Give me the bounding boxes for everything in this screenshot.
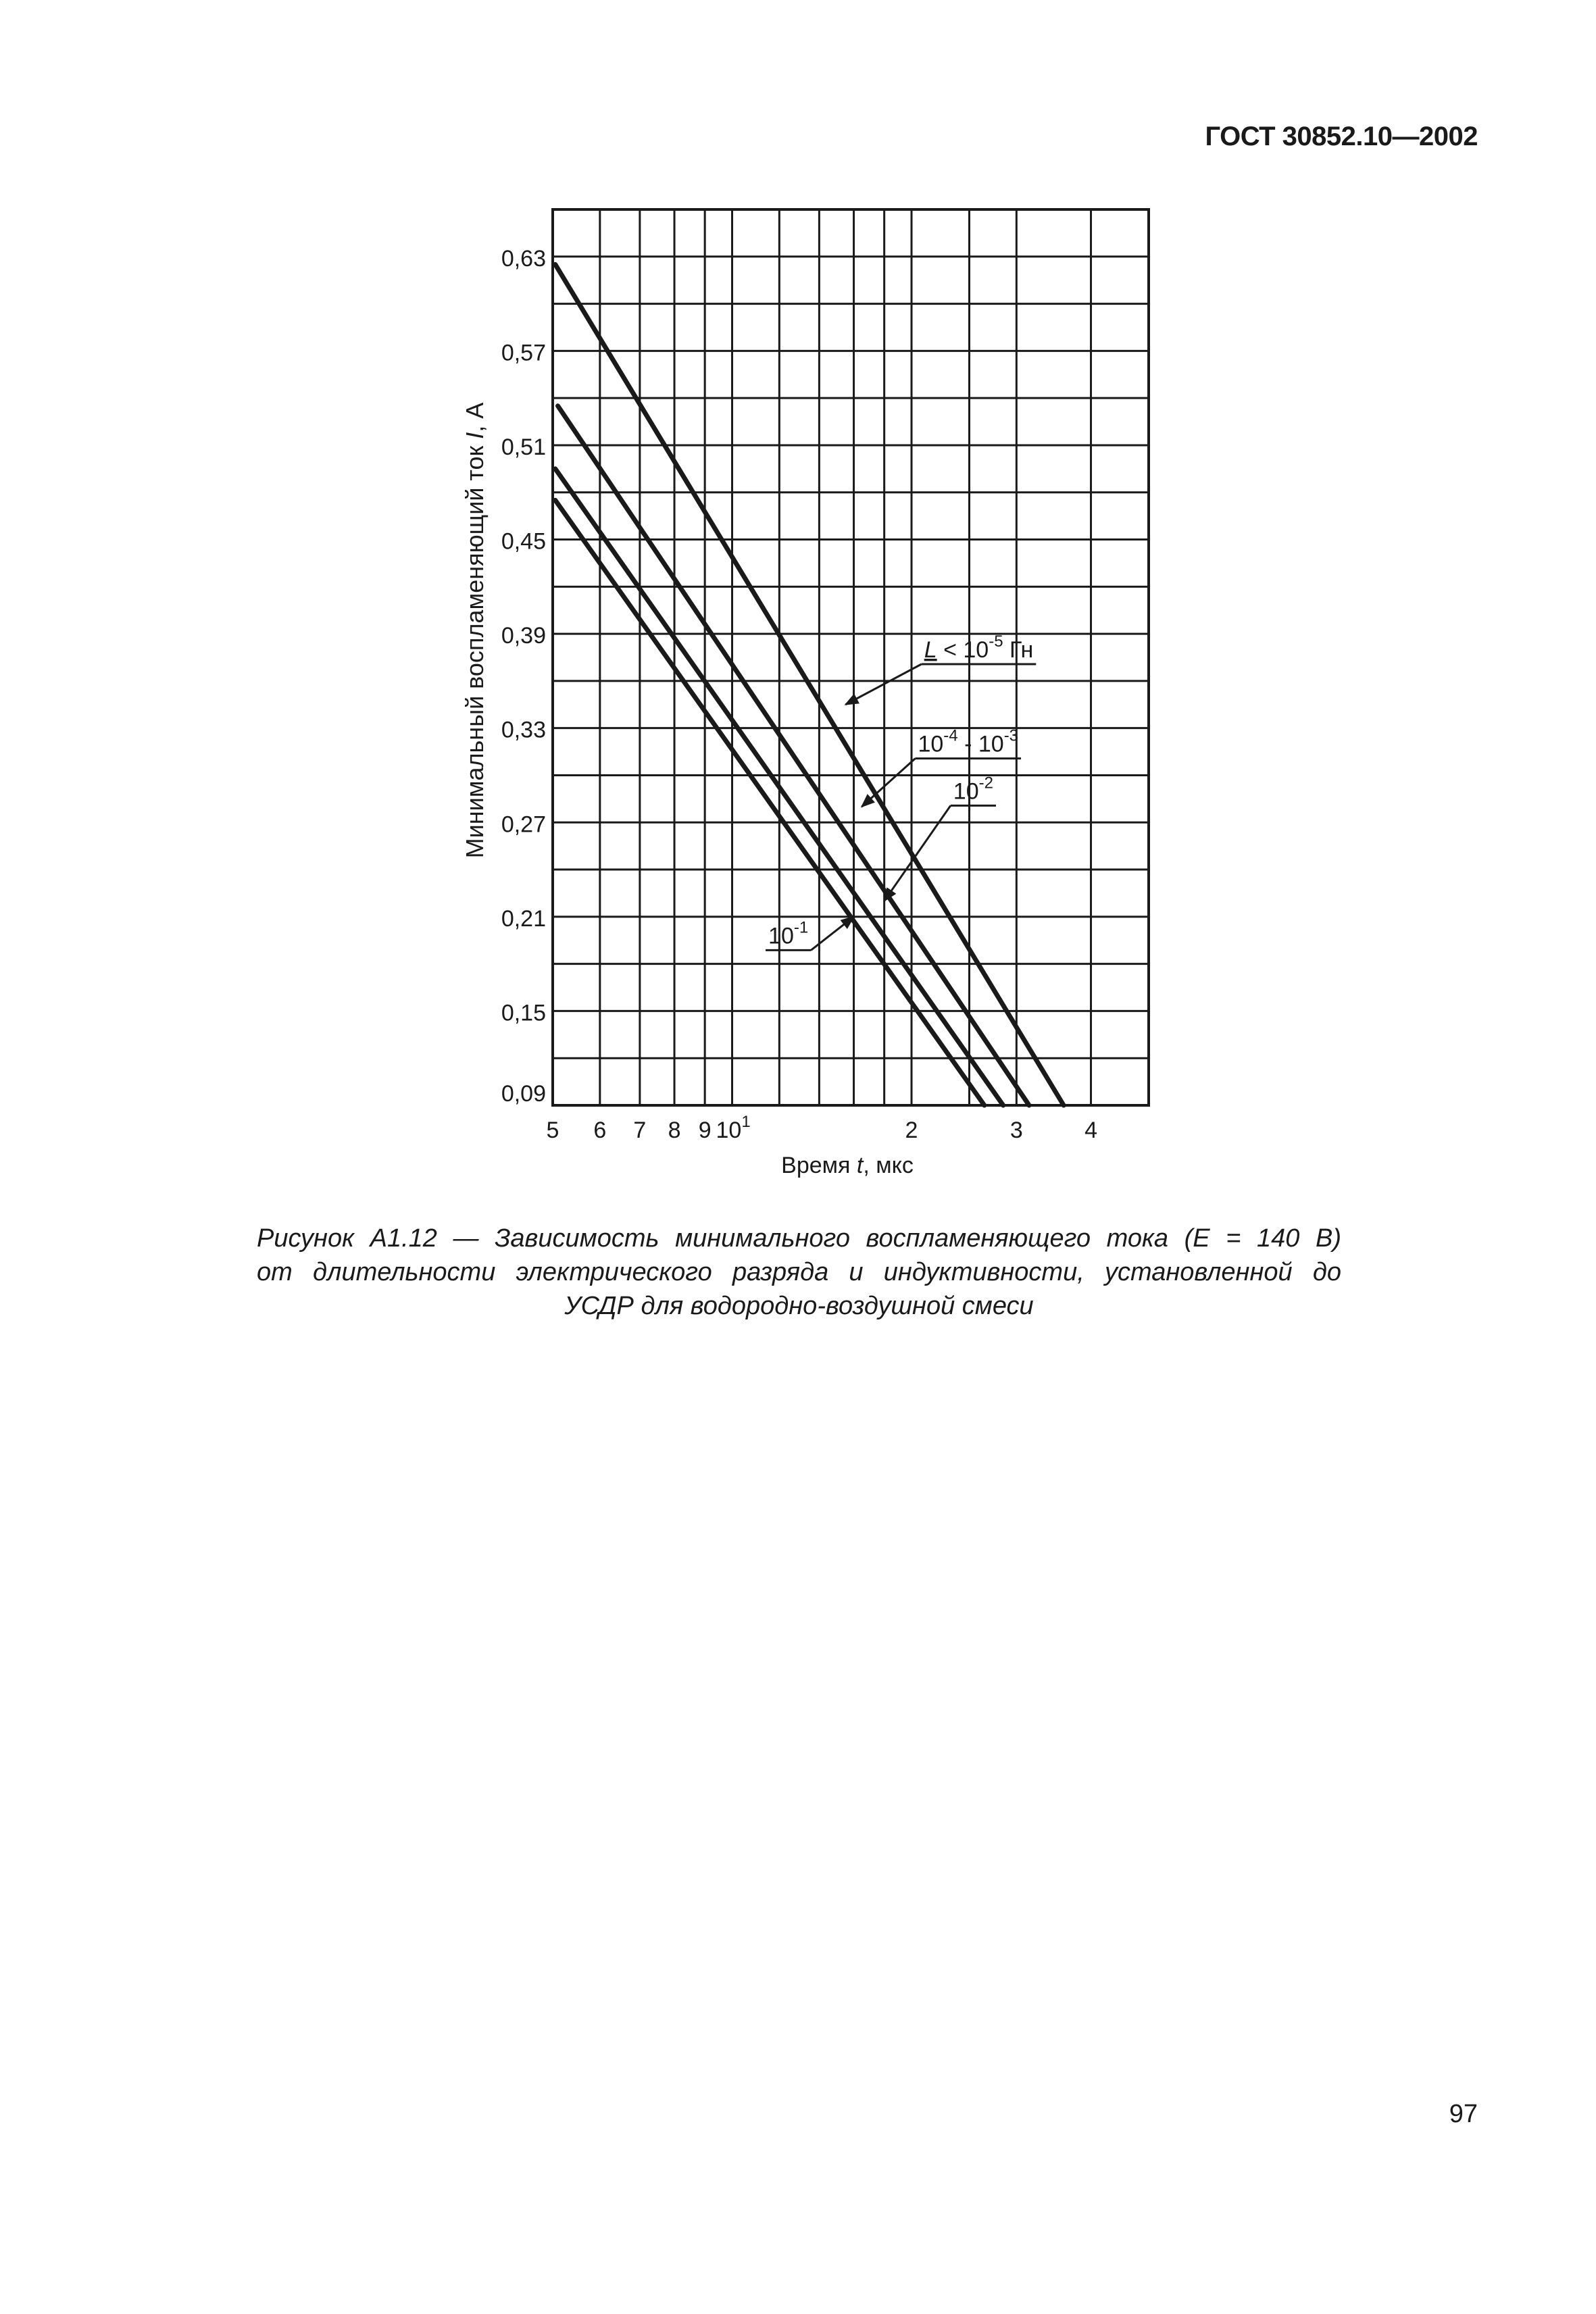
caption-line-1: Рисунок А1.12 — Зависимость минимального воспламеняющего тока (E = 140 В) — [257, 1224, 1341, 1253]
document-header: ГОСТ 30852.10—2002 — [1205, 122, 1478, 151]
y-tick-label: 0,39 — [501, 623, 546, 649]
series-label — [953, 774, 993, 804]
y-tick-label: 0,09 — [501, 1081, 546, 1107]
series-label-exponent: -4 — [943, 726, 958, 745]
y-axis-label-variable: I — [461, 432, 489, 439]
series-label-suffix: - 10 — [957, 731, 1004, 757]
x-tick-text: 3 — [1009, 1117, 1023, 1143]
series-label-exponent: -5 — [989, 632, 1003, 651]
series-label-text: 10 — [768, 923, 794, 949]
series-label-text: < 10 — [937, 637, 989, 663]
y-tick-label: 0,51 — [501, 434, 546, 460]
series-label-exponent: -1 — [793, 918, 809, 937]
caption-line-2: от длительности электрического разряда и индуктивности, установленной до — [257, 1258, 1341, 1286]
series-label — [768, 918, 808, 949]
x-tick-text: 5 — [546, 1117, 559, 1143]
series-label-leader — [811, 917, 853, 951]
series-label-text: 10 — [918, 731, 944, 757]
series-line — [555, 500, 984, 1105]
series-label-text: 10 — [953, 778, 979, 805]
y-axis-label-unit: , А — [461, 402, 489, 432]
series-label-leader — [884, 805, 951, 901]
x-axis-label-variable: t — [856, 1153, 864, 1178]
x-tick-label — [699, 1117, 712, 1143]
y-tick-label: 0,63 — [501, 245, 546, 272]
x-tick-label — [1084, 1117, 1097, 1143]
x-axis-label-unit: , мкс — [863, 1153, 914, 1178]
x-tick-label — [593, 1117, 606, 1143]
x-tick-text: 6 — [593, 1117, 607, 1143]
x-tick-label — [547, 1117, 559, 1143]
x-tick-label — [633, 1117, 646, 1143]
x-tick-text: 7 — [633, 1117, 647, 1143]
y-tick-label: 0,33 — [501, 717, 546, 743]
plot-frame — [553, 209, 1149, 1105]
y-tick-label: 0,15 — [501, 1000, 546, 1026]
x-axis-label — [781, 1153, 914, 1178]
series-label-variable: L — [924, 637, 937, 663]
x-tick-text: 8 — [668, 1117, 681, 1143]
series-line — [555, 264, 1064, 1105]
x-tick-text: 2 — [905, 1117, 918, 1143]
y-tick-label: 0,21 — [501, 905, 546, 932]
x-tick-label — [668, 1117, 681, 1143]
x-tick-text: 9 — [698, 1117, 712, 1143]
x-tick-exponent: 1 — [741, 1113, 751, 1131]
series-label-exponent: -2 — [978, 774, 993, 793]
page-number: 97 — [1449, 2100, 1478, 2128]
series-label — [924, 632, 1034, 663]
figure-caption — [257, 1222, 1341, 1323]
x-tick-text: 10 — [716, 1117, 742, 1143]
series-label-exponent: -3 — [1003, 726, 1019, 745]
series-label — [918, 727, 1018, 757]
x-tick-label — [716, 1113, 751, 1143]
y-tick-label: 0,27 — [501, 811, 546, 838]
y-axis-label — [461, 403, 489, 859]
y-tick-label: 0,57 — [501, 340, 546, 366]
x-tick-label — [905, 1117, 918, 1143]
caption-line-3: УСДР для водородно-воздушной смеси — [564, 1292, 1034, 1320]
y-tick-label: 0,45 — [501, 528, 546, 555]
x-tick-label — [1010, 1117, 1023, 1143]
series-label-suffix: Гн — [1003, 637, 1034, 663]
x-tick-text: 4 — [1084, 1117, 1097, 1143]
y-axis-label-text: Минимальный воспламеняющий ток — [461, 438, 489, 859]
x-axis-label-text: Время — [781, 1153, 857, 1178]
